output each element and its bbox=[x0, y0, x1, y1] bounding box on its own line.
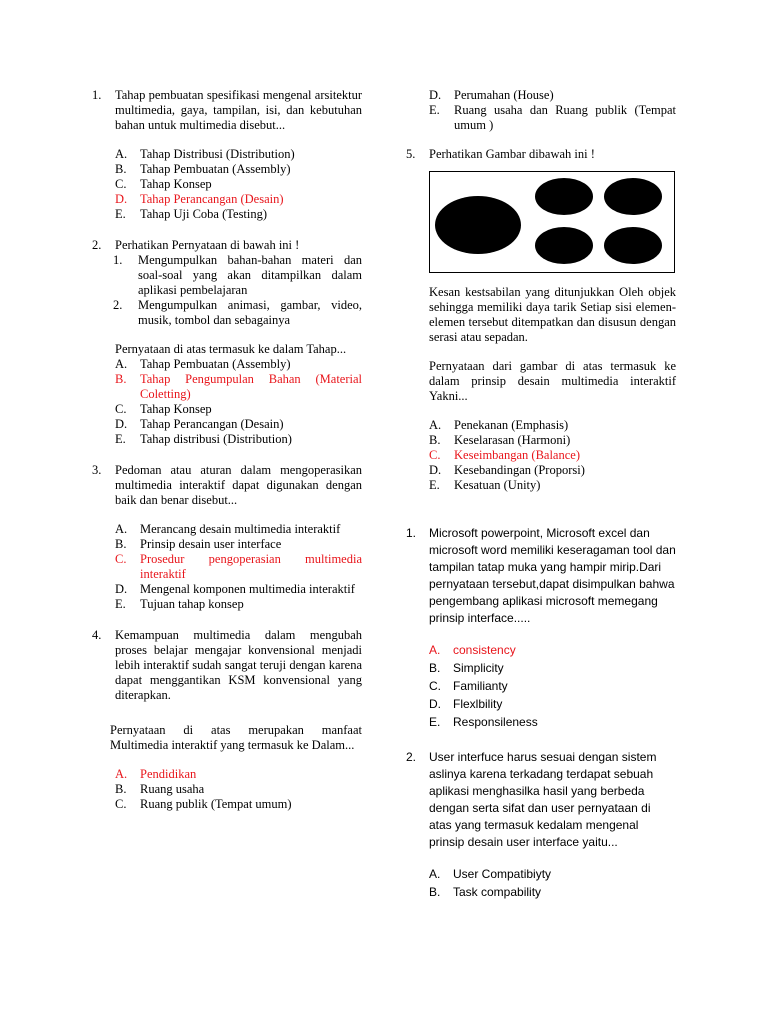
statement-list bbox=[113, 253, 362, 328]
statement-item: 1. Mengumpulkan bahan-bahan materi dan soal-soal yang akan ditampilkan dalam aplikasi pembelajaran bbox=[113, 253, 362, 297]
options-list bbox=[429, 865, 676, 901]
question-number: 1. bbox=[406, 526, 417, 540]
question-1 bbox=[92, 88, 362, 222]
option-a: A. Tahap Pembuatan (Assembly) bbox=[115, 357, 291, 371]
option-e: E. Kesatuan (Unity) bbox=[429, 478, 541, 492]
figure-caption: Kesan kestsabilan yang ditunjukkan Oleh objek sehingga memiliki daya tarik Setiap sisi elemen-elemen tersebut ditempatkan dan disusun dengan serasi atau sepadan. bbox=[429, 285, 676, 344]
question-text: Perhatikan Pernyataan di bawah ini ! bbox=[115, 238, 300, 252]
large-ellipse bbox=[435, 196, 521, 254]
question-4 bbox=[92, 628, 362, 812]
option-a: A. Merancang desain multimedia interaktif bbox=[115, 522, 341, 536]
option-d-correct: D. Tahap Perancangan (Desain) bbox=[115, 192, 284, 206]
option-b: B. Simplicity bbox=[429, 661, 504, 675]
question-text: Tahap pembuatan spesifikasi mengenal arsitektur multimedia, gaya, tampilan, isi, dan kebutuhan bahan untuk multimedia disebut... bbox=[115, 88, 362, 132]
question-ui-2 bbox=[406, 749, 676, 901]
question-prompt: Pernyataan di atas merupakan manfaat Multimedia interaktif yang termasuk ke Dalam... bbox=[110, 723, 362, 752]
small-ellipse-bottom-right bbox=[604, 227, 662, 264]
question-number: 3. bbox=[92, 463, 102, 477]
option-b: B. Tahap Pembuatan (Assembly) bbox=[115, 162, 291, 176]
option-c-correct: C. Prosedur pengoperasian multimedia interaktif bbox=[115, 552, 362, 581]
option-c: C. Ruang publik (Tempat umum) bbox=[115, 797, 292, 811]
options-list bbox=[115, 147, 362, 222]
question-prompt: Pernyataan dari gambar di atas termasuk ke dalam prinsip desain multimedia interaktif Yakni... bbox=[429, 359, 676, 403]
question-number: 2. bbox=[406, 750, 417, 764]
question-number: 5. bbox=[406, 147, 416, 161]
options-list bbox=[115, 767, 362, 812]
option-d: D. Kesebandingan (Proporsi) bbox=[429, 463, 585, 477]
question-text: Microsoft powerpoint, Microsoft excel dan microsoft word memiliki keseragaman tool dan tampilan tatap muka yang hampir mirip.Dari pernyataan tersebut,dapat disimpulkan bahwa pengembang aplikasi microsoft memegang prinsip interface..... bbox=[429, 526, 676, 625]
options-list bbox=[429, 641, 676, 731]
options-list bbox=[115, 357, 362, 447]
right-column bbox=[406, 88, 676, 915]
option-b: B. Prinsip desain user interface bbox=[115, 537, 282, 551]
question-number: 1. bbox=[92, 88, 102, 102]
option-a-correct: A. consistency bbox=[429, 643, 516, 657]
option-c: C. Familianty bbox=[429, 679, 508, 693]
option-c: C. Tahap Konsep bbox=[115, 402, 212, 416]
question-number: 4. bbox=[92, 628, 102, 642]
option-e: E. Tahap Uji Coba (Testing) bbox=[115, 207, 268, 221]
option-e: E. Ruang usaha dan Ruang publik (Tempat umum ) bbox=[429, 103, 676, 132]
option-d: D. Tahap Perancangan (Desain) bbox=[115, 417, 284, 431]
option-a: A. Tahap Distribusi (Distribution) bbox=[115, 147, 295, 161]
option-d: D. Flexlbility bbox=[429, 697, 503, 711]
question-ui-1 bbox=[406, 525, 676, 731]
option-c-correct: C. Keseimbangan (Balance) bbox=[429, 448, 580, 462]
options-list bbox=[429, 418, 676, 493]
question-text: Pedoman atau aturan dalam mengoperasikan multimedia interaktif dapat digunakan dengan baik dan benar disebut... bbox=[115, 463, 362, 507]
option-b-correct: B. Tahap Pengumpulan Bahan (Material Coletting) bbox=[115, 372, 362, 401]
option-a: A. Penekanan (Emphasis) bbox=[429, 418, 569, 432]
option-a: A. User Compatibiyty bbox=[429, 867, 552, 881]
option-e: E. Tujuan tahap konsep bbox=[115, 597, 244, 611]
small-ellipse-top-right bbox=[604, 178, 662, 215]
question-2 bbox=[92, 238, 362, 447]
small-ellipse-top-left bbox=[535, 178, 593, 215]
small-ellipse-bottom-left bbox=[535, 227, 593, 264]
option-b: B. Task compability bbox=[429, 885, 542, 899]
question-prompt: Pernyataan di atas termasuk ke dalam Tahap... bbox=[115, 342, 347, 356]
option-e: E. Tahap distribusi (Distribution) bbox=[115, 432, 292, 446]
balance-figure bbox=[429, 171, 675, 273]
question-text: Kemampuan multimedia dalam mengubah proses belajar mengajar konvensional menjadi lebih interaktif sudah sangat teruji dengan karena dapat menggantikan KSM konvensional yang diterapkan. bbox=[115, 628, 362, 702]
question-text: Perhatikan Gambar dibawah ini ! bbox=[429, 147, 595, 161]
option-d: D. Mengenal komponen multimedia interaktif bbox=[115, 582, 355, 596]
option-b: B. Keselarasan (Harmoni) bbox=[429, 433, 571, 447]
question-number: 2. bbox=[92, 238, 102, 252]
option-d: D. Perumahan (House) bbox=[429, 88, 554, 102]
question-text: User interfuce harus sesuai dengan sistem aslinya karena terkadang terdapat sebuah aplikasi menghasilka hasil yang berbeda dengan serta sifat dan user pernyataan di atas yang termasuk kedalam mengenal prinsip desain user interface yaitu... bbox=[429, 750, 657, 849]
options-list bbox=[115, 522, 362, 612]
left-column bbox=[92, 88, 362, 826]
question-3 bbox=[92, 463, 362, 612]
option-a-correct: A. Pendidikan bbox=[115, 767, 197, 781]
question-5 bbox=[406, 147, 676, 493]
question-4-continued bbox=[406, 88, 676, 133]
option-c: C. Tahap Konsep bbox=[115, 177, 212, 191]
option-e: E. Responsileness bbox=[429, 715, 538, 729]
statement-item: 2. Mengumpulkan animasi, gambar, video, musik, tombol dan sebagainya bbox=[113, 298, 362, 327]
option-b: B. Ruang usaha bbox=[115, 782, 205, 796]
